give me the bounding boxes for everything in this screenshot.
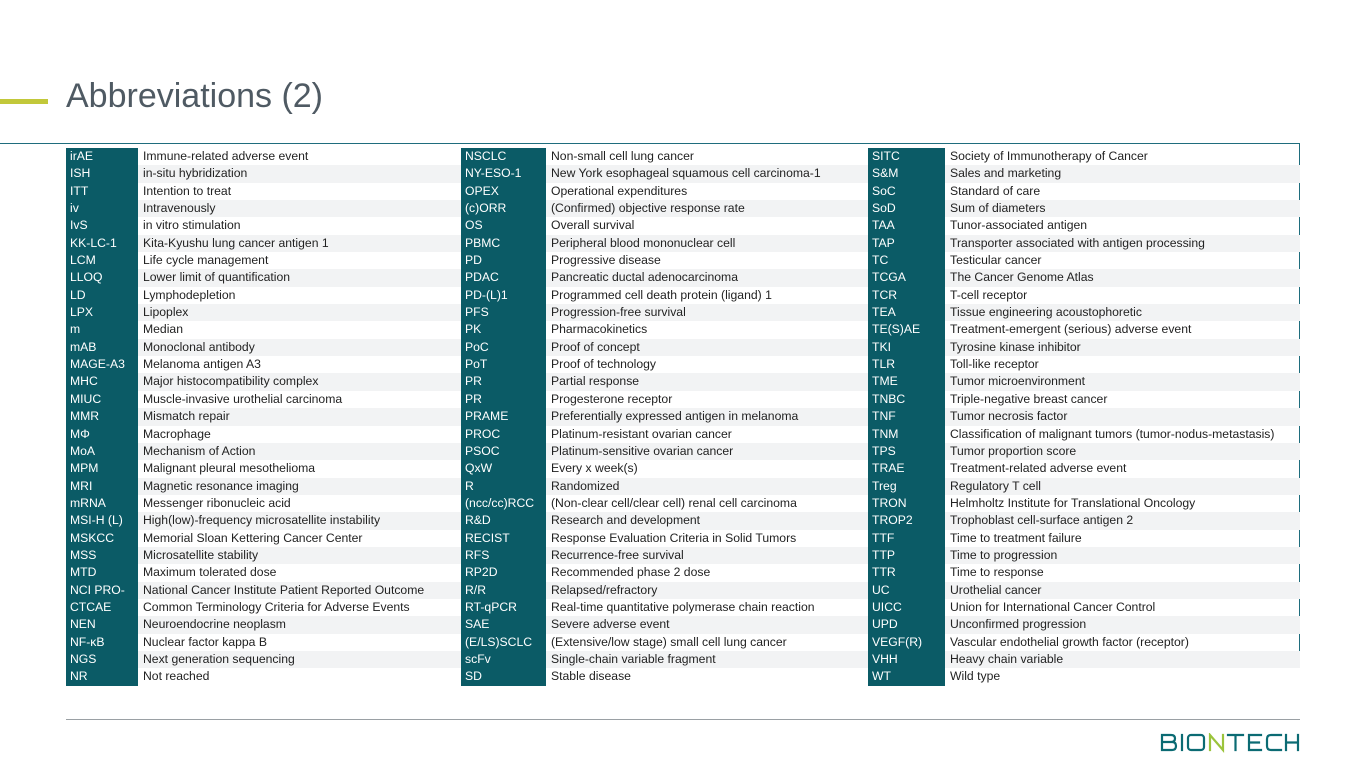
abbreviation-cell: TNM [868, 426, 945, 443]
abbreviation-cell: QxW [461, 460, 546, 477]
table-row [66, 200, 1300, 217]
definition-cell: Time to treatment failure [950, 530, 1082, 545]
definition-cell: Lymphodepletion [143, 287, 236, 302]
abbreviation-cell: iv [66, 200, 138, 217]
table-row [66, 564, 1300, 581]
abbreviation-cell: LD [66, 287, 138, 304]
abbreviation-cell: m [66, 321, 138, 338]
definition-cell: Overall survival [551, 218, 635, 233]
table-row [66, 460, 1300, 477]
table-row [66, 599, 1300, 616]
abbreviation-cell: PROC [461, 426, 546, 443]
abbreviation-cell: MSS [66, 547, 138, 564]
definition-cell: Treatment-related adverse event [950, 461, 1127, 476]
definition-cell: Research and development [546, 512, 868, 529]
abbreviation-cell: VEGF(R) [868, 634, 945, 651]
definition-cell: Magnetic resonance imaging [138, 478, 461, 495]
table-row [66, 356, 1300, 373]
abbreviation-cell: PK [461, 321, 546, 338]
abbreviation-cell: TLR [868, 356, 945, 373]
definition-cell: Preferentially expressed antigen in melanoma [546, 408, 868, 425]
definition-cell: National Cancer Institute Patient Reported Outcome [138, 582, 461, 599]
definition-cell: Memorial Sloan Kettering Cancer Center [143, 530, 363, 545]
definition-cell: Real-time quantitative polymerase chain reaction [551, 599, 815, 614]
definition-cell: Tissue engineering acoustophoretic [945, 304, 1300, 321]
definition-cell: Severe adverse event [546, 616, 868, 633]
page-title: Abbreviations (2) [66, 77, 324, 115]
abbreviation-cell: MHC [66, 373, 138, 390]
definition-cell: Classification of malignant tumors (tumor-nodus-metastasis) [950, 426, 1275, 441]
definition-cell: Melanoma antigen A3 [143, 357, 261, 372]
table-row [66, 443, 1300, 460]
definition-cell: in vitro stimulation [143, 218, 241, 233]
abbreviation-cell: UC [868, 582, 945, 599]
definition-cell: Progesterone receptor [551, 391, 673, 406]
abbreviation-cell: PoT [461, 356, 546, 373]
table-row [66, 391, 1300, 408]
abbreviation-cell: PD-(L)1 [461, 287, 546, 304]
abbreviation-cell: MSKCC [66, 530, 138, 547]
definition-cell: Lower limit of quantification [138, 269, 461, 286]
definition-cell: Standard of care [950, 183, 1041, 198]
abbreviation-cell: NSCLC [461, 148, 546, 165]
biontech-logo-icon [1160, 733, 1300, 753]
abbreviation-cell: ITT [66, 183, 138, 200]
abbreviation-cell: TME [868, 373, 945, 390]
abbreviation-cell: CTCAE [66, 599, 138, 616]
abbreviation-cell: SD [461, 668, 546, 685]
definition-cell: Tumor microenvironment [945, 373, 1300, 390]
abbreviation-cell: MRI [66, 478, 138, 495]
abbreviation-cell: R&D [461, 512, 546, 529]
definition-cell: Sales and marketing [945, 165, 1300, 182]
definition-cell: Unconfirmed progression [945, 616, 1300, 633]
definition-cell: Kita-Kyushu lung cancer antigen 1 [138, 235, 461, 252]
abbreviation-cell: KK-LC-1 [66, 235, 138, 252]
abbreviation-cell: SoC [868, 183, 945, 200]
abbreviation-cell: TEA [868, 304, 945, 321]
abbreviation-cell: PoC [461, 339, 546, 356]
definition-cell: Time to response [950, 565, 1044, 580]
table-row [66, 495, 1300, 512]
abbreviation-cell: RT-qPCR [461, 599, 546, 616]
table-row [66, 530, 1300, 547]
abbreviation-cell: SoD [868, 200, 945, 217]
table-row [66, 165, 1300, 182]
abbreviation-cell: UPD [868, 616, 945, 633]
table-row [66, 668, 1300, 685]
abbreviation-cell: TTF [868, 530, 945, 547]
abbreviation-cell: NR [66, 668, 138, 685]
definition-cell: Neuroendocrine neoplasm [138, 616, 461, 633]
abbreviation-cell: MoA [66, 443, 138, 460]
table-row [66, 252, 1300, 269]
abbreviation-cell: ISH [66, 165, 138, 182]
abbreviation-cell: WT [868, 668, 945, 685]
table-row [66, 373, 1300, 390]
table-row [66, 408, 1300, 425]
abbreviation-cell: (ncc/cc)RCC [461, 495, 546, 512]
definition-cell: Mechanism of Action [138, 443, 461, 460]
definition-cell: Response Evaluation Criteria in Solid Tumors [551, 530, 797, 545]
definition-cell: Regulatory T cell [945, 478, 1300, 495]
table-row [66, 582, 1300, 599]
definition-cell: Pancreatic ductal adenocarcinoma [546, 269, 868, 286]
abbreviation-cell: TCR [868, 287, 945, 304]
abbreviation-cell: TRON [868, 495, 945, 512]
definition-cell: (Confirmed) objective response rate [546, 200, 868, 217]
abbreviation-cell: TAP [868, 235, 945, 252]
definition-cell: (Non-clear cell/clear cell) renal cell carcinoma [551, 495, 797, 510]
abbreviation-cell: TPS [868, 443, 945, 460]
table-row [66, 287, 1300, 304]
abbreviation-cell: TRAE [868, 460, 945, 477]
abbreviation-cell: PSOC [461, 443, 546, 460]
abbreviation-cell: VHH [868, 651, 945, 668]
abbreviation-cell: irAE [66, 148, 138, 165]
abbreviation-cell: mRNA [66, 495, 138, 512]
definition-cell: Wild type [950, 669, 1001, 684]
abbreviation-cell: OPEX [461, 183, 546, 200]
abbreviation-cell: S&M [868, 165, 945, 182]
definition-cell: Partial response [546, 373, 868, 390]
abbreviation-cell: TKI [868, 339, 945, 356]
biontech-logo [1160, 733, 1300, 758]
abbreviation-cell: NGS [66, 651, 138, 668]
definition-cell: Non-small cell lung cancer [551, 149, 694, 163]
definition-cell: Triple-negative breast cancer [950, 391, 1108, 406]
abbreviation-cell: TROP2 [868, 512, 945, 529]
definition-cell: Society of Immunotherapy of Cancer [950, 149, 1148, 163]
definition-cell: Sum of diameters [945, 200, 1300, 217]
abbreviation-cell: TAA [868, 217, 945, 234]
definition-cell: Malignant pleural mesothelioma [143, 461, 316, 476]
definition-cell: T-cell receptor [950, 287, 1028, 302]
abbreviation-cell: Treg [868, 478, 945, 495]
table-row [66, 339, 1300, 356]
abbreviation-cell: mAB [66, 339, 138, 356]
definition-cell: Pharmacokinetics [551, 322, 648, 337]
definition-cell: in-situ hybridization [138, 165, 461, 182]
definition-cell: Vascular endothelial growth factor (receptor) [950, 634, 1189, 649]
definition-cell: Common Terminology Criteria for Adverse Events [143, 599, 410, 614]
table-row [66, 616, 1300, 633]
abbreviation-cell: PR [461, 391, 546, 408]
abbreviation-cell: PD [461, 252, 546, 269]
abbreviation-cell: PR [461, 373, 546, 390]
definition-cell: Tumor proportion score [945, 443, 1300, 460]
definition-cell: Treatment-emergent (serious) adverse event [950, 322, 1192, 337]
abbreviation-cell: IvS [66, 217, 138, 234]
definition-cell: Mismatch repair [138, 408, 461, 425]
definition-cell: Peripheral blood mononuclear cell [546, 235, 868, 252]
abbreviation-cell: (c)ORR [461, 200, 546, 217]
definition-cell: Microsatellite stability [138, 547, 461, 564]
definition-cell: Transporter associated with antigen processing [945, 235, 1300, 252]
abbreviation-cell: PBMC [461, 235, 546, 252]
definition-cell: Relapsed/refractory [546, 582, 868, 599]
abbreviation-cell: LPX [66, 304, 138, 321]
table-row [66, 183, 1300, 200]
definition-cell: Proof of technology [551, 357, 657, 372]
abbreviation-cell: MIUC [66, 391, 138, 408]
definition-cell: Tunor-associated antigen [950, 218, 1088, 233]
title-accent-bar [0, 99, 48, 104]
definition-cell: Stable disease [551, 669, 631, 684]
abbreviation-cell: MΦ [66, 426, 138, 443]
table-row [66, 547, 1300, 564]
definition-cell: Major histocompatibility complex [138, 373, 461, 390]
definition-cell: Next generation sequencing [138, 651, 461, 668]
definition-cell: High(low)-frequency microsatellite instability [138, 512, 461, 529]
definition-cell: Recurrence-free survival [546, 547, 868, 564]
abbreviation-cell: TNF [868, 408, 945, 425]
definition-cell: Maximum tolerated dose [143, 565, 277, 580]
table-row [66, 426, 1300, 443]
definition-cell: Tumor necrosis factor [945, 408, 1300, 425]
table-row [66, 217, 1300, 234]
footer-rule [66, 719, 1300, 720]
definition-cell: Operational expenditures [551, 183, 688, 198]
table-row [66, 634, 1300, 651]
definition-cell: Progressive disease [551, 253, 661, 268]
table-row [66, 478, 1300, 495]
abbreviation-cell: UICC [868, 599, 945, 616]
abbreviation-cell: PDAC [461, 269, 546, 286]
definition-cell: Intravenously [138, 200, 461, 217]
definition-cell: Programmed cell death protein (ligand) 1 [551, 287, 772, 302]
abbreviation-cell: TNBC [868, 391, 945, 408]
definition-cell: Toll-like receptor [950, 357, 1039, 372]
definition-cell: Intention to treat [143, 183, 232, 198]
abbreviation-cell: SAE [461, 616, 546, 633]
abbreviation-cell: NCI PRO- [66, 582, 138, 599]
definition-cell: Platinum-resistant ovarian cancer [551, 426, 732, 441]
definition-cell: Recommended phase 2 dose [551, 565, 711, 580]
abbreviations-table [66, 148, 1300, 686]
table-row [66, 321, 1300, 338]
abbreviation-cell: TC [868, 252, 945, 269]
table-row [66, 512, 1300, 529]
table-row [66, 651, 1300, 668]
table-row [66, 269, 1300, 286]
abbreviation-cell: SITC [868, 148, 945, 165]
definition-cell: Urothelial cancer [945, 582, 1300, 599]
definition-cell: Single-chain variable fragment [546, 651, 868, 668]
table-row [66, 235, 1300, 252]
definition-cell: New York esophageal squamous cell carcinoma-1 [546, 165, 868, 182]
abbreviation-cell: MSI-H (L) [66, 512, 138, 529]
abbreviation-cell: RFS [461, 547, 546, 564]
definition-cell: Progression-free survival [546, 304, 868, 321]
definition-cell: Randomized [546, 478, 868, 495]
definition-cell: Helmholtz Institute for Translational Oncology [950, 495, 1196, 510]
abbreviation-cell: PFS [461, 304, 546, 321]
definition-cell: Platinum-sensitive ovarian cancer [546, 443, 868, 460]
definition-cell: Muscle-invasive urothelial carcinoma [143, 391, 343, 406]
definition-cell: Every x week(s) [551, 461, 638, 476]
abbreviation-cell: NF-κB [66, 634, 138, 651]
abbreviation-cell: MPM [66, 460, 138, 477]
abbreviation-cell: MMR [66, 408, 138, 425]
definition-cell: Time to progression [945, 547, 1300, 564]
abbreviation-cell: NY-ESO-1 [461, 165, 546, 182]
definition-cell: Messenger ribonucleic acid [143, 495, 291, 510]
definition-cell: The Cancer Genome Atlas [945, 269, 1300, 286]
abbreviation-cell: LCM [66, 252, 138, 269]
definition-cell: Testicular cancer [950, 253, 1042, 268]
abbreviation-cell: TTR [868, 564, 945, 581]
definition-cell: Trophoblast cell-surface antigen 2 [945, 512, 1300, 529]
definition-cell: Lipoplex [138, 304, 461, 321]
definition-cell: Life cycle management [143, 253, 269, 268]
definition-cell: Tyrosine kinase inhibitor [945, 339, 1300, 356]
definition-cell: Not reached [143, 669, 210, 684]
definition-cell: Nuclear factor kappa B [143, 634, 267, 649]
definition-cell: Immune-related adverse event [143, 149, 309, 163]
abbreviation-cell: LLOQ [66, 269, 138, 286]
abbreviation-cell: (E/LS)SCLC [461, 634, 546, 651]
abbreviation-cell: TTP [868, 547, 945, 564]
abbreviation-cell: RECIST [461, 530, 546, 547]
table-row [66, 148, 1300, 165]
abbreviation-cell: scFv [461, 651, 546, 668]
definition-cell: Monoclonal antibody [138, 339, 461, 356]
abbreviation-cell: MAGE-A3 [66, 356, 138, 373]
abbreviation-cell: NEN [66, 616, 138, 633]
definition-cell: Proof of concept [546, 339, 868, 356]
abbreviation-cell: R/R [461, 582, 546, 599]
abbreviation-cell: MTD [66, 564, 138, 581]
abbreviation-cell: OS [461, 217, 546, 234]
abbreviation-cell: PRAME [461, 408, 546, 425]
definition-cell: (Extensive/low stage) small cell lung cancer [551, 634, 787, 649]
table-top-rule [0, 143, 1300, 144]
definition-cell: Median [143, 322, 183, 337]
table-row [66, 304, 1300, 321]
definition-cell: Heavy chain variable [945, 651, 1300, 668]
definition-cell: Union for International Cancer Control [950, 599, 1156, 614]
abbreviation-cell: RP2D [461, 564, 546, 581]
abbreviation-cell: TCGA [868, 269, 945, 286]
abbreviation-cell: TE(S)AE [868, 321, 945, 338]
definition-cell: Macrophage [143, 426, 211, 441]
abbreviation-cell: R [461, 478, 546, 495]
